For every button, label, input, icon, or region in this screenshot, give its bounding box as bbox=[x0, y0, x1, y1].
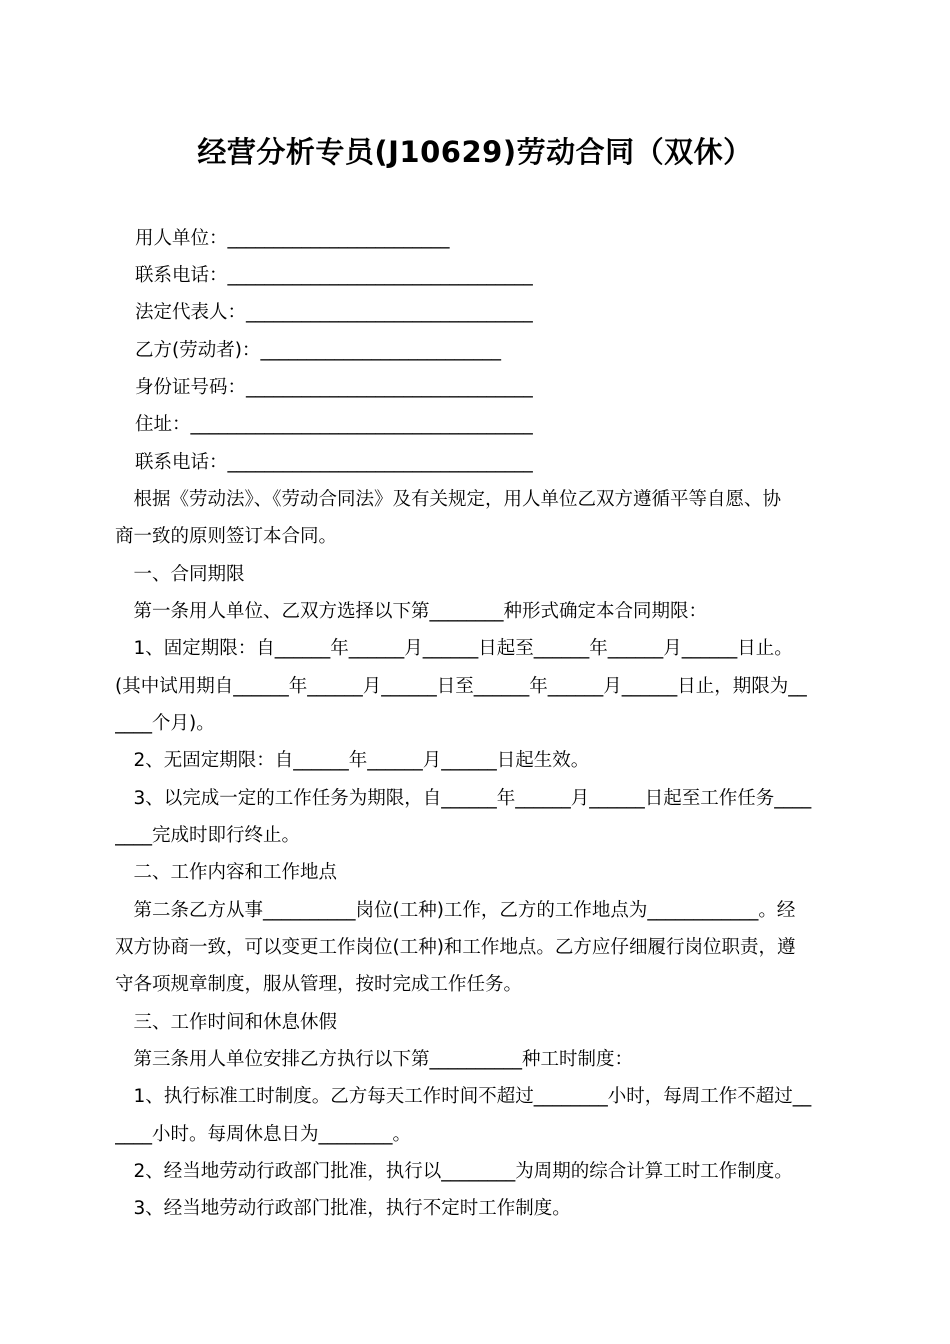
field-label: 联系电话： bbox=[135, 265, 228, 286]
body-line: 3、以完成一定的工作任务为期限，自______年______月______日起至工作任务____ bbox=[115, 788, 812, 809]
body-line: ____完成时即行终止。 bbox=[115, 825, 301, 846]
field-blank: _________________________________ bbox=[227, 452, 533, 473]
section-heading: 一、合同期限 bbox=[115, 564, 245, 585]
field-employee bbox=[135, 338, 865, 364]
field-label: 身份证号码： bbox=[135, 377, 247, 398]
body-line: 守各项规章制度，服从管理，按时完成工作任务。 bbox=[115, 974, 523, 995]
field-legal-rep bbox=[135, 300, 865, 326]
document-title: 经营分析专员(J10629)劳动合同（双休） bbox=[197, 135, 753, 169]
body-line: ____小时。每周休息日为________。 bbox=[115, 1124, 412, 1145]
body-line: 根据《劳动法》、《劳动合同法》及有关规定，用人单位乙双方遵循平等自愿、协 bbox=[115, 489, 782, 510]
field-blank: __________________________ bbox=[260, 340, 501, 361]
body-line: (其中试用期自______年______月______日至______年______月______日止，期限为__ bbox=[115, 676, 807, 697]
body-line: ____个月)。 bbox=[115, 713, 215, 734]
field-address bbox=[135, 412, 865, 438]
body-line: 1、固定期限：自______年______月______日起至______年______月______日止。 bbox=[115, 638, 793, 659]
field-employer bbox=[135, 226, 865, 252]
field-label: 联系电话： bbox=[135, 452, 228, 473]
field-label: 乙方(劳动者)： bbox=[135, 340, 261, 361]
body-line: 商一致的原则签订本合同。 bbox=[115, 526, 338, 547]
field-blank: ________________________ bbox=[227, 228, 450, 249]
field-phone bbox=[135, 263, 865, 289]
field-blank: _________________________________ bbox=[227, 265, 533, 286]
field-id-number bbox=[135, 375, 865, 401]
body-line: 第一条用人单位、乙双方选择以下第________种形式确定本合同期限： bbox=[115, 601, 708, 622]
body-line: 2、无固定期限：自______年______月______日起生效。 bbox=[115, 750, 590, 771]
field-label: 用人单位： bbox=[135, 228, 228, 249]
body-line: 双方协商一致，可以变更工作岗位(工种)和工作地点。乙方应仔细履行岗位职责，遵 bbox=[115, 937, 796, 958]
body-line: 第二条乙方从事__________岗位(工种)工作，乙方的工作地点为____________。经 bbox=[115, 900, 796, 921]
field-label: 法定代表人： bbox=[135, 302, 247, 323]
field-blank: _______________________________ bbox=[246, 302, 533, 323]
field-blank: _______________________________ bbox=[246, 377, 533, 398]
section-heading: 二、工作内容和工作地点 bbox=[115, 862, 338, 883]
field-phone-2 bbox=[135, 450, 865, 476]
field-blank: _____________________________________ bbox=[190, 414, 533, 435]
field-label: 住址： bbox=[135, 414, 191, 435]
body-line: 1、执行标准工时制度。乙方每天工作时间不超过________小时，每周工作不超过__ bbox=[115, 1086, 812, 1107]
section-heading: 三、工作时间和休息休假 bbox=[115, 1012, 338, 1033]
body-line: 2、经当地劳动行政部门批准，执行以________为周期的综合计算工时工作制度。 bbox=[115, 1161, 793, 1182]
body-line: 3、经当地劳动行政部门批准，执行不定时工作制度。 bbox=[115, 1198, 571, 1219]
body-line: 第三条用人单位安排乙方执行以下第__________种工时制度： bbox=[115, 1049, 634, 1070]
